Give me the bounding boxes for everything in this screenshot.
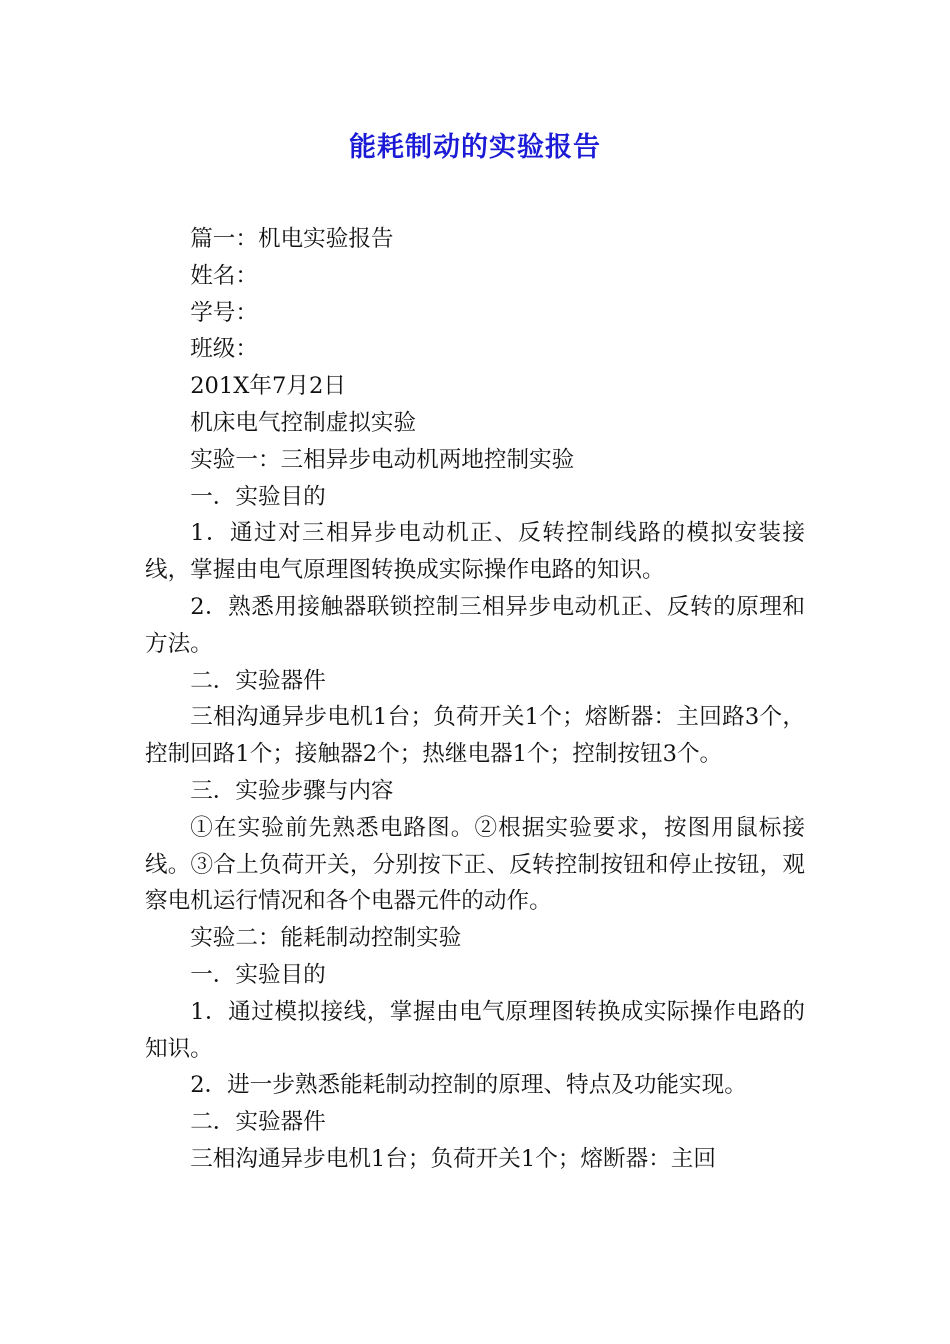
paragraph-exp1-steps-heading: 三．实验步骤与内容 <box>190 777 394 804</box>
paragraph-section-heading: 篇一：机电实验报告 <box>190 226 394 252</box>
paragraph-exp2-devices: 三相沟通异步电机1台；负荷开关1个；熔断器：主回 <box>190 1145 716 1172</box>
paragraph-exp1-devices: 三相沟通异步电机1台；负荷开关1个；熔断器：主回路3个，控制回路1个；接触器2个；热继电器1个；控制按钮3个。 <box>145 704 805 768</box>
paragraph-experiment-2-title: 实验二：能耗制动控制实验 <box>190 925 462 952</box>
paragraph-exp1-purpose-2: 2．熟悉用接触器联锁控制三相异步电动机正、反转的原理和方法。 <box>145 593 805 657</box>
paragraph-experiment-1-title: 实验一：三相异步电动机两地控制实验 <box>190 446 575 473</box>
paragraph-exp2-devices-heading: 二．实验器件 <box>190 1109 326 1136</box>
paragraph-exp2-purpose-heading: 一．实验目的 <box>190 961 326 988</box>
paragraph-student-id-field: 学号： <box>190 299 258 326</box>
document-body <box>145 221 805 1178</box>
paragraph-course-title: 机床电气控制虚拟实验 <box>190 409 417 436</box>
paragraph-exp1-steps: ①在实验前先熟悉电路图。②根据实验要求，按图用鼠标接线。③合上负荷开关，分别按下正、反转控制按钮和停止按钮，观察电机运行情况和各个电器元件的动作。 <box>145 814 805 915</box>
paragraph-exp2-purpose-2: 2．进一步熟悉能耗制动控制的原理、特点及功能实现。 <box>190 1072 747 1099</box>
paragraph-name-field: 姓名： <box>190 262 258 289</box>
paragraph-date: 201X年7月2日 <box>190 373 346 400</box>
paragraph-exp1-purpose-1: 1．通过对三相异步电动机正、反转控制线路的模拟安装接线，掌握由电气原理图转换成实际操作电路的知识。 <box>145 520 805 584</box>
paragraph-class-field: 班级： <box>190 336 258 363</box>
paragraph-exp1-devices-heading: 二．实验器件 <box>190 667 326 694</box>
document-title: 能耗制动的实验报告 <box>349 132 601 163</box>
paragraph-exp1-purpose-heading: 一．实验目的 <box>190 483 326 510</box>
paragraph-exp2-purpose-1: 1．通过模拟接线，掌握由电气原理图转换成实际操作电路的知识。 <box>145 998 805 1062</box>
